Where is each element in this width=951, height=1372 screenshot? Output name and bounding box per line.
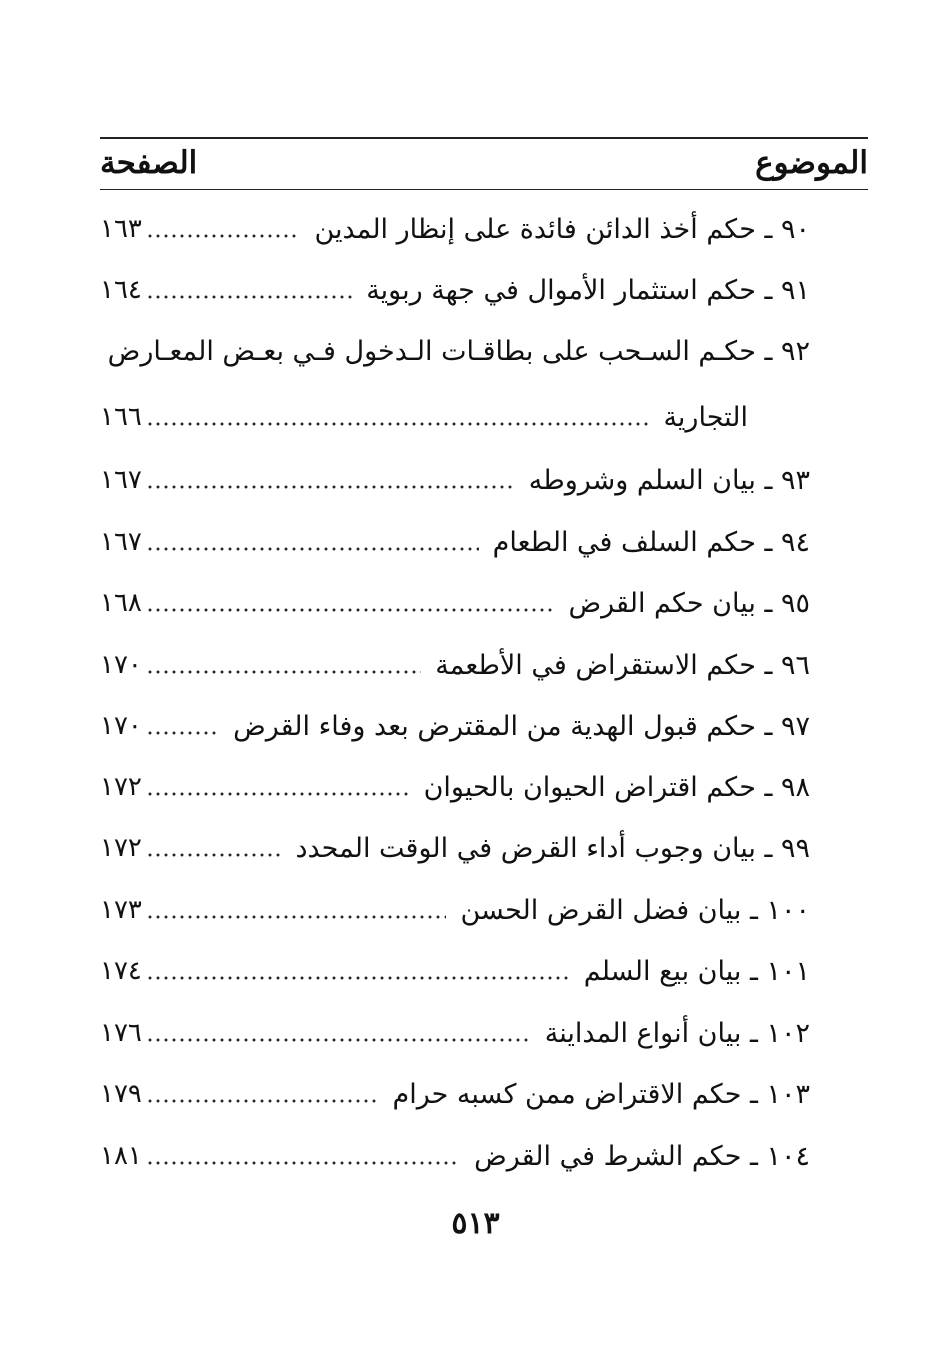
toc-entry [100, 825, 810, 871]
toc-entry-page: ١٨١ [100, 1141, 142, 1171]
toc-entry [100, 1133, 810, 1179]
leader-dots [146, 233, 301, 239]
toc-entry-title: ٩٧ ـ حكم قبول الهدية من المقترض بعد وفاء القرض [233, 710, 810, 742]
leader-dots [146, 294, 352, 300]
topic-column-label: الموضوع [755, 145, 868, 181]
toc-entry-title: ٩٤ ـ حكم السلف في الطعام [492, 526, 810, 558]
toc-entry-page: ١٧٦ [100, 1018, 142, 1048]
toc-entry-page: ١٦٣ [100, 214, 142, 244]
leader-dots [146, 1098, 379, 1104]
header-top-rule [100, 137, 868, 139]
leader-dots [146, 914, 447, 920]
leader-dots [146, 607, 555, 613]
toc-entry [100, 206, 810, 252]
leader-dots [146, 852, 282, 858]
toc-entry-title: ٩٨ ـ حكم اقتراض الحيوان بالحيوان [423, 771, 810, 803]
toc-header [100, 140, 868, 186]
toc-entry [100, 703, 810, 749]
toc-entry-title: ٩٦ ـ حكم الاستقراض في الأطعمة [435, 649, 810, 681]
toc-entry [100, 887, 810, 933]
toc-entry-title: ٩٥ ـ بيان حكم القرض [568, 587, 810, 619]
toc-entry-page: ١٧٠ [100, 650, 142, 680]
page-number: ٥١٣ [451, 1206, 500, 1241]
toc-entry-page: ١٦٨ [100, 588, 142, 618]
toc-entry-title: ١٠١ ـ بيان بيع السلم [583, 955, 810, 987]
toc-entry-title: ٩٣ ـ بيان السلم وشروطه [528, 464, 810, 496]
toc-entry-page: ١٧٤ [100, 956, 142, 986]
toc-entry-page: ١٧٢ [100, 772, 142, 802]
toc-entry [100, 580, 810, 626]
toc-entry [100, 457, 810, 503]
toc-entry [100, 1071, 810, 1117]
toc-entry-continuation [100, 394, 810, 440]
toc-entry-page: ١٧٢ [100, 833, 142, 863]
toc-entry [100, 764, 810, 810]
toc-entry [100, 948, 810, 994]
toc-entry-title: ٩١ ـ حكم استثمار الأموال في جهة ربوية [366, 274, 810, 306]
leader-dots [146, 421, 650, 427]
toc-entry-page: ١٧٣ [100, 895, 142, 925]
toc-entry-page: ١٦٦ [100, 402, 142, 432]
toc-entry [100, 1010, 810, 1056]
toc-entry-title: ٩٩ ـ بيان وجوب أداء القرض في الوقت المحدد [295, 832, 810, 864]
toc-entry [100, 642, 810, 688]
toc-entry-title: ١٠٣ ـ حكم الاقتراض ممن كسبه حرام [392, 1078, 810, 1110]
leader-dots [146, 484, 515, 490]
leader-dots [146, 730, 219, 736]
leader-dots [146, 975, 570, 981]
toc-entry-title: ٩٠ ـ حكم أخذ الدائن فائدة على إنظار المدين [314, 213, 810, 245]
toc-entry-title: ٩٢ ـ حكـم السـحب على بطاقـات الـدخول فـي بعـض المعـارض [107, 335, 810, 367]
leader-dots [146, 669, 421, 675]
leader-dots [146, 1037, 531, 1043]
leader-dots [146, 791, 410, 797]
page-column-label: الصفحة [100, 145, 198, 181]
toc-entry-title: ١٠٢ ـ بيان أنواع المداينة [544, 1017, 810, 1049]
leader-dots [146, 546, 479, 552]
header-bottom-rule [100, 189, 868, 190]
toc-entry-page: ١٧٩ [100, 1079, 142, 1109]
toc-entry-title: التجارية [663, 401, 748, 433]
toc-entry-page: ١٦٧ [100, 527, 142, 557]
toc-entry [100, 328, 810, 374]
toc-entry-page: ١٦٧ [100, 465, 142, 495]
toc-entry-title: ١٠٠ ـ بيان فضل القرض الحسن [460, 894, 810, 926]
toc-entry [100, 267, 810, 313]
toc-entry [100, 519, 810, 565]
toc-entry-page: ١٧٠ [100, 711, 142, 741]
leader-dots [146, 1160, 460, 1166]
toc-entry-page: ١٦٤ [100, 275, 142, 305]
toc-entry-title: ١٠٤ ـ حكم الشرط في القرض [474, 1140, 810, 1172]
